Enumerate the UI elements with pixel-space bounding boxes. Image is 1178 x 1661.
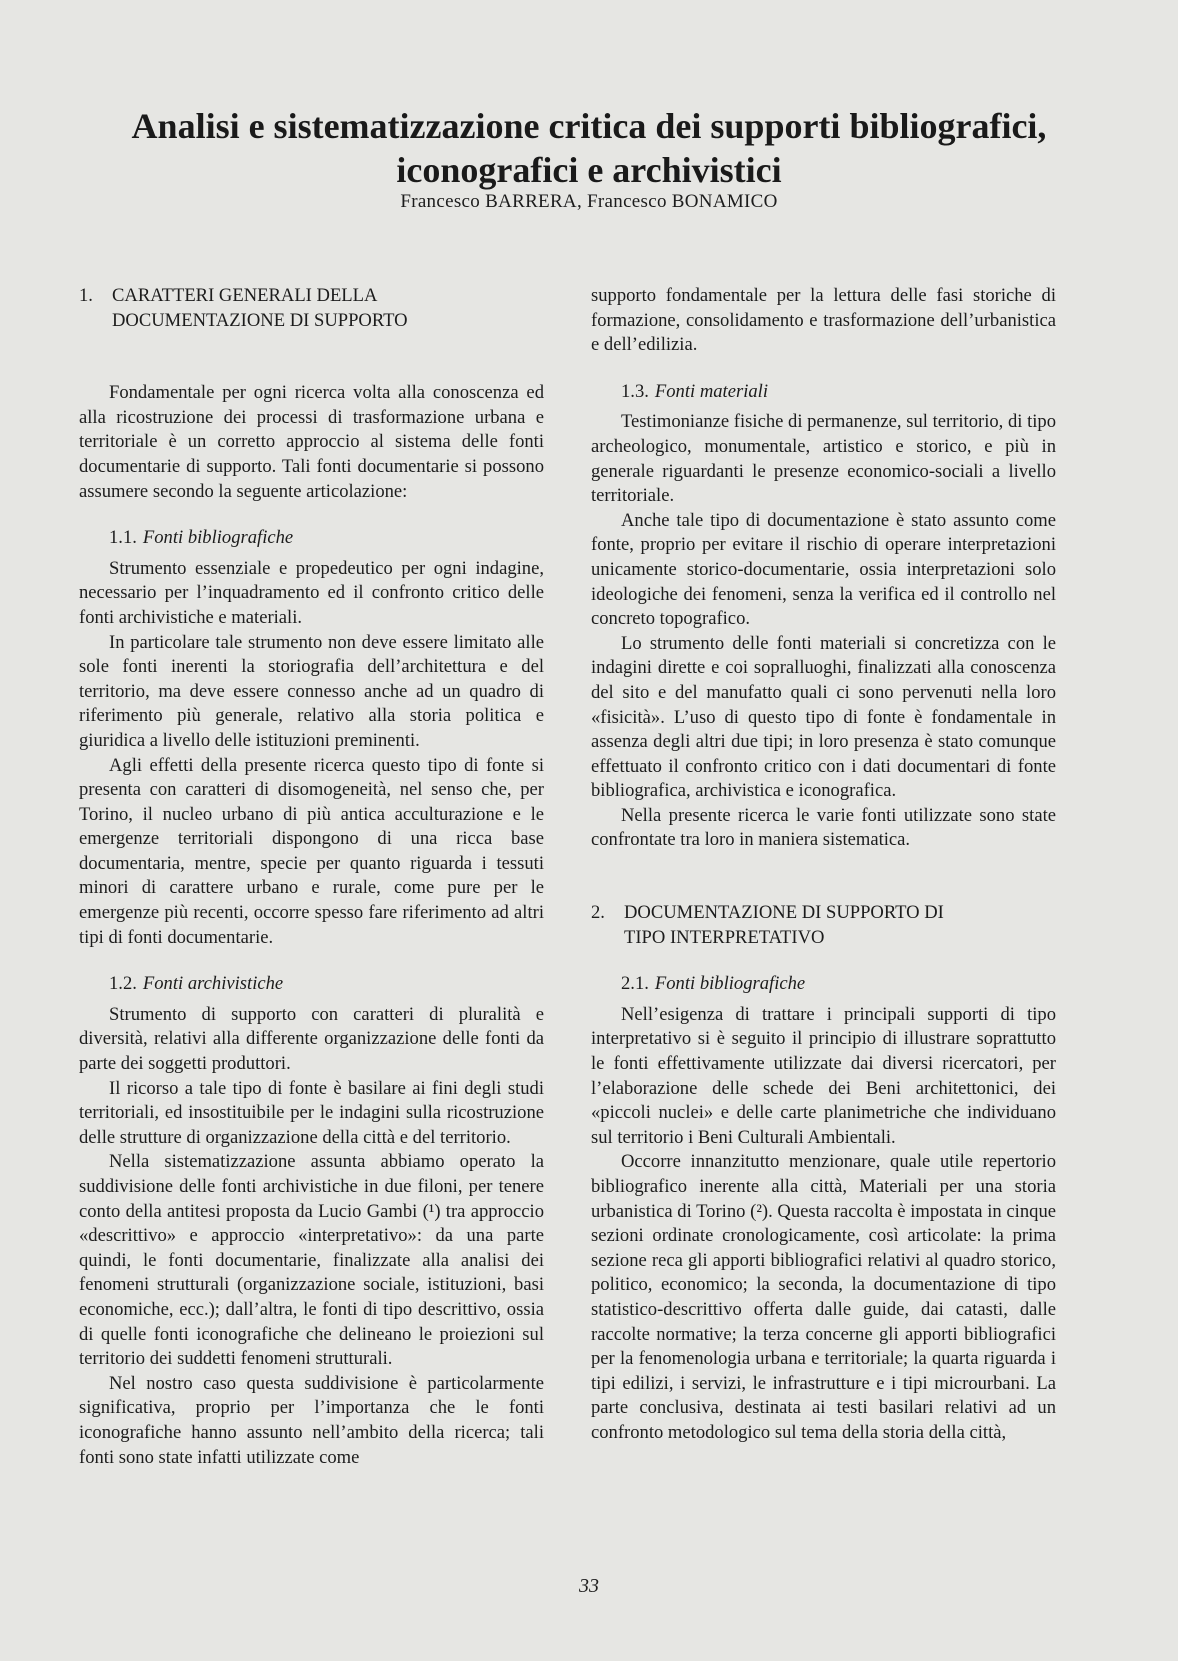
article-title [60, 104, 1118, 192]
section-1-heading-line-1: CARATTERI GENERALI DELLA [112, 285, 378, 306]
paragraph: In particolare tale strumento non deve essere limitato alle sole fonti inerenti la storiografia dell’architettura e del territorio, ma deve essere connesso anche ad un quadro di riferimento più generale, relativo alla storia politica e giuridica a livello delle istituzioni preminenti. [79, 631, 544, 751]
paragraph: Nel nostro caso questa suddivisione è particolarmente significativa, proprio per l’importanza che le fonti iconografiche hanno assunto nell’ambito della ricerca; tali fonti sono state infatti utilizzate come [79, 1372, 544, 1468]
paragraph: Occorre innanzitutto menzionare, quale utile repertorio bibliografico inerente alla città, Materiali per una storia urbanistica di Torino (²). Questa raccolta è impostata in cinque sezioni ordinate cronologicamente, così articolate: la prima sezione reca gli apporti bibliografici relativi al quadro storico, politico, economico; la seconda, la documentazione di tipo statistico-descrittivo offerta dalle guide, dai catasti, dalle raccolte normative; la terza concerne gli apporti bibliografici per la fenomenologia urbana e territoriale; la quarta riguarda i tipi edilizi, i servizi, le infrastrutture e i tipi microurbani. La parte conclusiva, destinata ai testi basilari relativi ad un confronto metodologico sul tema della storia della città, [591, 1151, 1056, 1443]
title-line-2: iconografici e archivistici [396, 150, 782, 190]
subsection-1-2-number: 1.2. [109, 973, 137, 995]
subsection-1-2-heading [79, 972, 544, 997]
authors: Francesco BARRERA, Francesco BONAMICO [400, 191, 778, 212]
paragraph: Lo strumento delle fonti materiali si concretizza con le indagini dirette e coi sopralluoghi, finalizzati alla conoscenza del sito e del manufatto quali ci sono pervenuti nella loro «fisicità». L’uso di questo tipo di fonte è fondamentale in assenza degli altri due tipi; in loro presenza è stato comunque effettuato il confronto critico con i dati documentari di fonte bibliografica, archivistica e iconografica. [591, 632, 1056, 802]
paragraph: Strumento essenziale e propedeutico per ogni indagine, necessario per l’inquadramento ed il confronto critico delle fonti archivistiche e materiali. [79, 557, 544, 628]
paragraph: Testimonianze fisiche di permanenze, sul territorio, di tipo archeologico, monumentale, artistico e storico, e più in generale riguardanti le presenze economico-sociali a livello territoriale. [591, 411, 1057, 507]
paragraph: Strumento di supporto con caratteri di pluralità e diversità, relativi alla differente organizzazione delle fonti da parte dei soggetti produttori. [79, 1003, 544, 1075]
right-column [591, 284, 1056, 1446]
section-1-heading [79, 284, 544, 333]
section-2-heading-line-1: DOCUMENTAZIONE DI SUPPORTO DI [624, 902, 944, 924]
section-1-heading-line-2: DOCUMENTAZIONE DI SUPPORTO [112, 309, 408, 331]
subsection-2-1-title: Fonti bibliografiche [654, 973, 806, 995]
paragraph: Nella sistematizzazione assunta abbiamo operato la suddivisione delle fonti archivistiche in due filoni, per tenere conto della antitesi proposta da Lucio Gambi (¹) tra approccio «descrittivo» e approccio «interpretativo»: da una parte quindi, le fonti documentarie, finalizzate alla analisi dei fenomeni strutturali (organizzazione sociale, istituzioni, basi economiche, ecc.); dall’altra, le fonti di tipo descrittivo, ossia di quelle fonti iconografiche che delineano le proiezioni sul territorio dei suddetti fenomeni strutturali. [79, 1151, 544, 1370]
subsection-1-3-heading [591, 380, 1056, 405]
subsection-1-1-title: Fonti bibliografiche [142, 527, 294, 549]
subsection-2-1-number: 2.1. [621, 973, 649, 995]
section-2-number: 2. [591, 902, 605, 924]
subsection-1-3-number: 1.3. [621, 380, 649, 402]
left-column [79, 284, 544, 1470]
section-2-heading-line-2: TIPO INTERPRETATIVO [624, 926, 825, 948]
subsection-1-1-heading [79, 526, 544, 551]
paragraph: Anche tale tipo di documentazione è stato assunto come fonte, proprio per evitare il rischio di operare interpretazioni unicamente storico-documentarie, ossia interpretazioni solo ideologiche dei fenomeni, senza la verifica ed il controllo nel concreto topografico. [591, 509, 1056, 630]
paragraph: Nell’esigenza di trattare i principali supporti di tipo interpretativo si è seguito il principio di illustrare soprattutto le fonti effettivamente utilizzate dai diversi ricercatori, per l’elaborazione delle schede dei Beni architettonici, dei «piccoli nuclei» e delle carte planimetriche che individuano sul territorio i Beni Culturali Ambientali. [591, 1003, 1056, 1148]
section-2-heading [591, 901, 1056, 950]
paragraph: Agli effetti della presente ricerca questo tipo di fonte si presenta con caratteri di disomogeneità, nel senso che, per Torino, il nucleo urbano di più antica acculturazione e le emergenze territoriali dispongono di una ricca base documentaria, mentre, specie per quanto riguarda i tessuti minori di carattere urbano e rurale, come pure per le emergenze più recenti, occorre spesso fare riferimento ad altri tipi di fonti documentarie. [79, 754, 544, 948]
subsection-1-2-title: Fonti archivistiche [142, 973, 284, 995]
section-1-intro: Fondamentale per ogni ricerca volta alla conoscenza ed alla ricostruzione dei processi di trasformazione urbana e territoriale è un corretto approccio al sistema delle fonti documentarie di supporto. Tali fonti documentarie si possono assumere secondo la seguente articolazione: [79, 382, 544, 502]
paragraph-continued: supporto fondamentale per la lettura delle fasi storiche di formazione, consolidamento e trasformazione dell’urbanistica e dell’edilizia. [591, 285, 1056, 356]
subsection-1-1-number: 1.1. [109, 527, 137, 549]
paragraph: Nella presente ricerca le varie fonti utilizzate sono state confrontate tra loro in maniera sistematica. [591, 804, 1056, 851]
section-1-number: 1. [79, 285, 93, 306]
page-number: 33 [579, 1575, 599, 1597]
paragraph: Il ricorso a tale tipo di fonte è basilare ai fini degli studi territoriali, ed insostituibile per le indagini sulla ricostruzione delle strutture di organizzazione della città e del territorio. [79, 1077, 544, 1148]
subsection-2-1-heading [591, 972, 1056, 997]
subsection-1-3-title: Fonti materiali [654, 380, 768, 402]
title-line-1: Analisi e sistematizzazione critica dei supporti bibliografici, [131, 106, 1047, 146]
